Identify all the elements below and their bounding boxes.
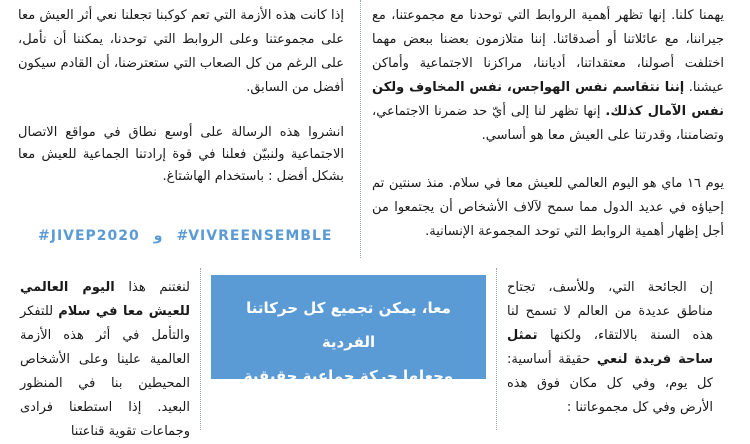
hashtags-line xyxy=(38,228,338,244)
callout-line-2: وجعلها حركة جماعية حقيقية xyxy=(243,367,454,385)
right-paragraph-2: يوم ١٦ ماي هو اليوم العالمي للعيش معا في سلام. منذ سنتين تم إحياؤه في عديد الدول مما سمح لآلاف الأشخاص أن يجتمعوا من أجل إظهار أهمية الروابط التي توحد المجموعة الإنسانية. xyxy=(372,176,724,239)
hashtag-jivep[interactable]: #JIVEP2020 xyxy=(38,228,140,244)
bottom-right-bold: تمثل ساحة فريدة لنعي xyxy=(507,328,714,367)
column-divider-bottom-left xyxy=(200,268,201,430)
bottom-left-column xyxy=(20,276,190,444)
right-column xyxy=(372,4,724,244)
left-paragraph-1: إذا كانت هذه الأزمة التي تعم كوكبنا تجعلنا نعي أثر العيش معا على مجموعتنا وعلى الروابط التي توحدنا، يمكننا أن نأمل، على الرغم من كل الصعاب التي ستعترضنا، أن القادم سيكون أفضل من السابق. xyxy=(18,8,344,95)
hashtag-vivreensemble[interactable]: #VIVREENSEMBLE xyxy=(176,228,333,244)
callout-box xyxy=(211,275,486,385)
column-divider-top xyxy=(360,0,361,258)
bottom-left-end: للتفكر والتأمل في أثر هذه الأزمة العالمية علينا وعلى الأشخاص المحيطين بنا في المنظور البعيد. إذا استطعنا فرادى وجماعات تقوية قناعتنا xyxy=(20,304,190,439)
bottom-left-bold: اليوم العالمي للعيش معا في سلام xyxy=(20,280,190,319)
right-paragraph-1-start: يهمنا كلنا. إنها تظهر أهمية الروابط التي توحدنا مع مجموعتنا، مع جيراننا، مع عائلاتنا أو أصدقائنا. إننا متلازمون بعضنا ببعض مهما اختلفت أصولنا، معتقداتنا، أدياننا، مراكزنا الاجتماعية وأماكن عيشنا. xyxy=(372,8,724,95)
callout-line-1: معا، يمكن تجميع كل حركاتنا الفردية xyxy=(246,299,451,351)
hashtag-and: و xyxy=(153,228,163,244)
left-column xyxy=(18,4,344,188)
right-paragraph-1 xyxy=(372,4,724,148)
bottom-right-end: حقيقة أساسية: كل يوم، وفي كل مكان فوق هذه الأرض وفي كل مجموعاتنا : xyxy=(507,352,713,415)
column-divider-bottom-right xyxy=(496,268,497,430)
bottom-right-start: إن الجائحة التي، وللأسف، تجتاح مناطق عديدة من العالم لا تسمح لنا هذه السنة بالالتقاء، ولكنها xyxy=(507,280,713,343)
bottom-right-column xyxy=(507,276,713,420)
right-paragraph-1-end: إنها تظهر لنا إلى أيّ حد ضمرنا الاجتماعي، وتضامننا، وقدرتنا على العيش معا هو أساسي. xyxy=(372,104,724,143)
left-paragraph-2: انشروا هذه الرسالة على أوسع نطاق في مواقع الاتصال الاجتماعية ولنبيّن فعلنا في قوة إرادتنا الجماعية للعيش معا بشكل أفضل : باستخدام الهاشتاغ. xyxy=(18,125,344,184)
right-paragraph-1-bold: إننا نتقاسم نفس الهواجس، نفس المخاوف ولكن نفس الآمال كذلك. xyxy=(372,80,724,119)
bottom-left-paragraph xyxy=(20,276,190,444)
bottom-left-start: لنغتنم هذا xyxy=(128,280,191,295)
bottom-right-paragraph xyxy=(507,276,713,420)
